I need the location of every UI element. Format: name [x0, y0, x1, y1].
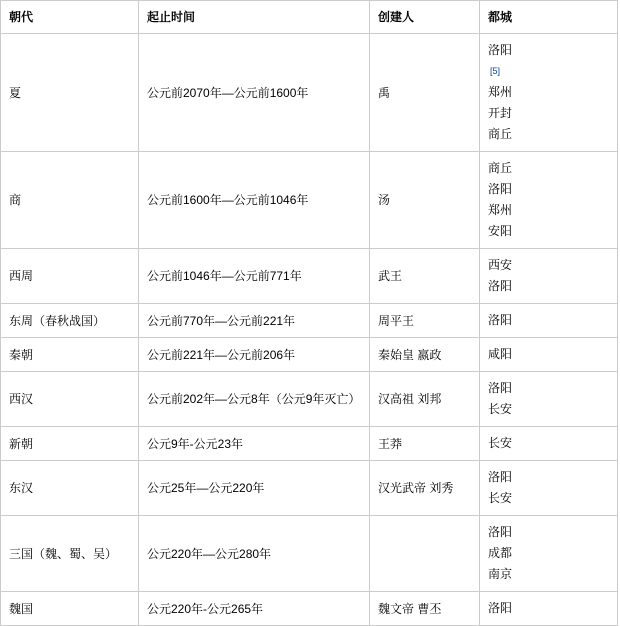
capital-item: 郑州	[488, 85, 513, 99]
capital-item: 洛阳	[488, 279, 513, 293]
cell-capital	[480, 427, 618, 461]
table-header-row	[1, 1, 618, 34]
cell-dynasty: 商	[1, 152, 139, 249]
table-row	[1, 592, 618, 626]
capital-item: 商丘	[488, 161, 513, 175]
table-row	[1, 372, 618, 427]
capital-item: 洛阳	[488, 381, 513, 395]
column-header-period: 起止时间	[139, 1, 370, 34]
cell-dynasty: 秦朝	[1, 338, 139, 372]
cell-capital	[480, 338, 618, 372]
capital-item: 开封	[488, 106, 513, 120]
cell-founder	[370, 516, 480, 592]
cell-dynasty: 夏	[1, 34, 139, 152]
cell-dynasty: 新朝	[1, 427, 139, 461]
table-row	[1, 338, 618, 372]
cell-founder: 汤	[370, 152, 480, 249]
cell-founder: 魏文帝 曹丕	[370, 592, 480, 626]
table-row	[1, 34, 618, 152]
capital-item: 洛阳	[488, 470, 513, 484]
cell-period: 公元前1046年—公元前771年	[139, 249, 370, 304]
capital-item: 南京	[488, 567, 513, 581]
capital-item: 洛阳	[488, 313, 513, 327]
cell-period: 公元9年-公元23年	[139, 427, 370, 461]
capital-item: 长安	[488, 491, 513, 505]
table-row	[1, 461, 618, 516]
cell-period: 公元25年—公元220年	[139, 461, 370, 516]
capital-item: 长安	[488, 436, 513, 450]
cell-founder: 秦始皇 嬴政	[370, 338, 480, 372]
cell-dynasty: 东汉	[1, 461, 139, 516]
capital-item: 郑州	[488, 203, 513, 217]
cell-dynasty: 三国（魏、蜀、吴）	[1, 516, 139, 592]
table-row	[1, 249, 618, 304]
reference-link[interactable]: [5]	[490, 66, 501, 76]
column-header-capital: 都城	[480, 1, 618, 34]
capital-item: 安阳	[488, 224, 513, 238]
capital-item: 洛阳	[488, 601, 513, 615]
cell-capital	[480, 592, 618, 626]
cell-capital	[480, 372, 618, 427]
cell-capital	[480, 34, 618, 152]
column-header-dynasty: 朝代	[1, 1, 139, 34]
cell-dynasty: 西周	[1, 249, 139, 304]
table-body	[1, 34, 618, 626]
cell-founder: 汉高祖 刘邦	[370, 372, 480, 427]
capital-item	[488, 40, 609, 82]
capital-item: 长安	[488, 402, 513, 416]
cell-dynasty: 东周（春秋战国）	[1, 304, 139, 338]
cell-dynasty: 西汉	[1, 372, 139, 427]
cell-founder: 王莽	[370, 427, 480, 461]
cell-capital	[480, 516, 618, 592]
cell-capital	[480, 152, 618, 249]
cell-capital	[480, 304, 618, 338]
cell-period: 公元前1600年—公元前1046年	[139, 152, 370, 249]
cell-founder: 武王	[370, 249, 480, 304]
cell-founder: 汉光武帝 刘秀	[370, 461, 480, 516]
cell-founder: 周平王	[370, 304, 480, 338]
capital-label: 洛阳	[488, 43, 513, 57]
cell-period: 公元前221年—公元前206年	[139, 338, 370, 372]
cell-period: 公元前202年—公元8年（公元9年灭亡）	[139, 372, 370, 427]
table-row	[1, 152, 618, 249]
capital-item: 商丘	[488, 127, 513, 141]
table-row	[1, 516, 618, 592]
table-row	[1, 304, 618, 338]
capital-item: 洛阳	[488, 182, 513, 196]
cell-period: 公元220年—公元280年	[139, 516, 370, 592]
cell-period: 公元前2070年—公元前1600年	[139, 34, 370, 152]
cell-capital	[480, 249, 618, 304]
column-header-founder: 创建人	[370, 1, 480, 34]
cell-founder: 禹	[370, 34, 480, 152]
capital-item: 咸阳	[488, 347, 513, 361]
cell-dynasty: 魏国	[1, 592, 139, 626]
capital-item: 西安	[488, 258, 513, 272]
cell-period: 公元220年-公元265年	[139, 592, 370, 626]
table-header	[1, 1, 618, 34]
capital-item: 洛阳	[488, 525, 513, 539]
cell-period: 公元前770年—公元前221年	[139, 304, 370, 338]
table-row	[1, 427, 618, 461]
cell-capital	[480, 461, 618, 516]
capital-item: 成都	[488, 546, 513, 560]
